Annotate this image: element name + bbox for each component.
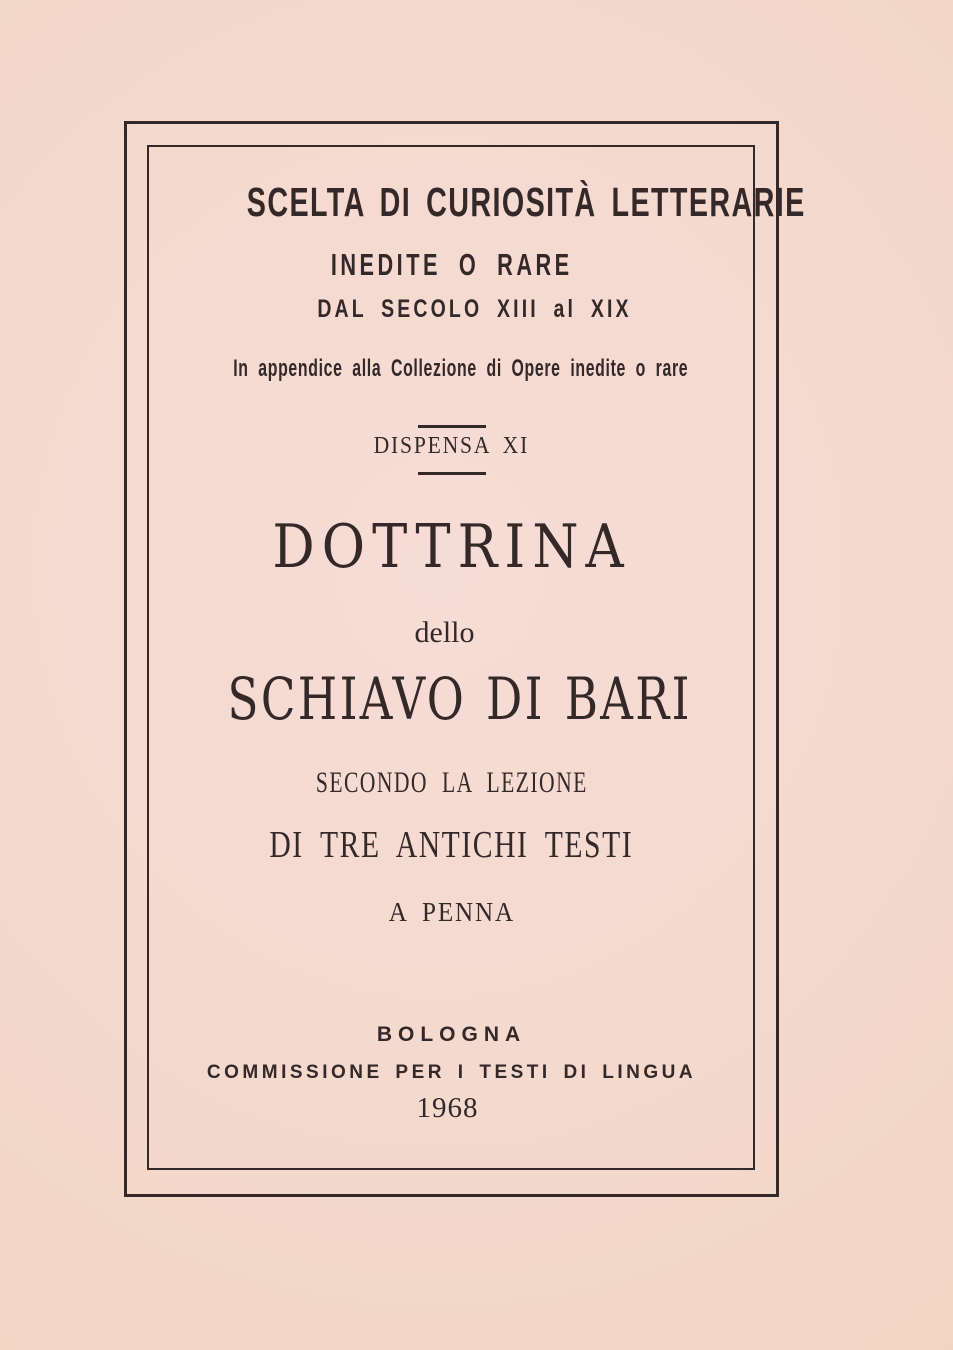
issue-label-text: DISPENSA XI — [373, 433, 530, 459]
issue-divider-top — [418, 425, 486, 428]
issue-label — [127, 434, 776, 458]
series-note-text: In appendice alla Collezione di Opere inedite o rare — [233, 355, 689, 382]
work-subject-text: SCHIAVO DI BARI — [227, 665, 692, 733]
work-title — [127, 512, 776, 582]
edition-note-line-1-text: SECONDO LA LEZIONE — [315, 766, 588, 799]
edition-note-line-2 — [127, 826, 776, 864]
imprint-publisher — [127, 1063, 776, 1082]
outer-border-frame — [124, 121, 806, 1197]
series-subtitle — [127, 249, 776, 280]
series-range-text: DAL SECOLO XIII al XIX — [317, 295, 632, 323]
imprint-publisher-text: COMMISSIONE PER I TESTI DI LINGUA — [206, 1062, 697, 1083]
edition-note-line-3-text: A PENNA — [388, 897, 515, 927]
series-range — [150, 297, 799, 322]
work-connector — [120, 618, 769, 648]
series-note — [116, 357, 765, 381]
edition-note-line-3 — [127, 899, 776, 926]
series-subtitle-text: INEDITE O RARE — [330, 247, 573, 282]
imprint-year-text: 1968 — [416, 1092, 479, 1124]
imprint-year — [123, 1094, 772, 1123]
issue-divider-bottom — [418, 472, 486, 475]
work-connector-text: dello — [414, 616, 475, 649]
imprint-city — [127, 1024, 776, 1045]
edition-note-line-2-text: DI TRE ANTICHI TESTI — [269, 824, 634, 866]
imprint-city-text: BOLOGNA — [376, 1023, 527, 1046]
series-title-text: SCELTA DI CURIOSITÀ LETTERARIE — [246, 179, 806, 225]
work-title-text: DOTTRINA — [272, 512, 631, 582]
work-subject — [135, 665, 784, 733]
edition-note-line-1 — [127, 768, 776, 798]
series-title — [127, 179, 806, 225]
